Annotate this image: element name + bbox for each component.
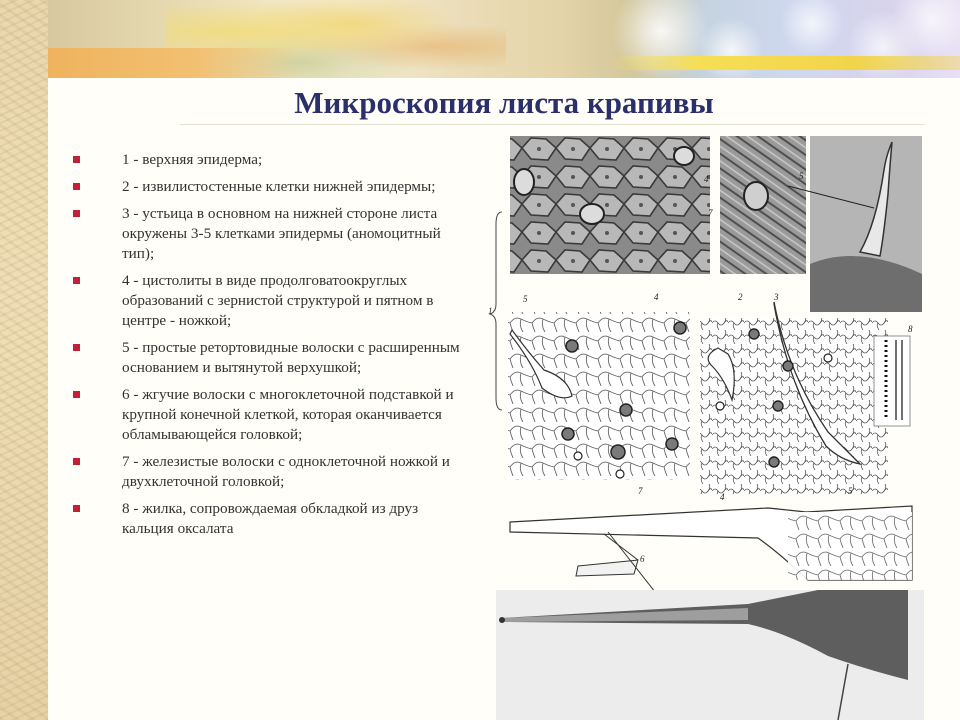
bullet-square-icon	[73, 210, 80, 217]
bullet-text: 3 - устьица в основном на нижней стороне листа окружены 3-5 клетками эпидермы (аномоцитный тип);	[122, 205, 441, 262]
label-8: 8	[908, 324, 913, 334]
bullet-square-icon	[73, 391, 80, 398]
micrograph-svg	[488, 134, 924, 720]
bullet-item	[70, 338, 460, 378]
banner-orange-bar	[48, 48, 298, 78]
bullet-item	[70, 452, 460, 492]
hair-fragment-shape	[576, 560, 638, 576]
label-2: 2	[738, 292, 743, 302]
bullet-item	[70, 385, 460, 445]
label-5: 5	[523, 294, 528, 304]
left-texture-strip	[0, 0, 48, 720]
bullet-square-icon	[73, 156, 80, 163]
bullet-item	[70, 150, 460, 170]
bullet-text: 5 - простые ретортовидные волоски с расширенным основанием и вытянутой верхушкой;	[122, 339, 460, 376]
bullet-item	[70, 271, 460, 331]
glandular-hair-shape	[744, 182, 768, 210]
banner-yellow-band	[608, 56, 960, 70]
upper-epidermis-drawing	[508, 312, 690, 480]
bullet-list	[70, 150, 460, 546]
bullet-text: 1 - верхняя эпидерма;	[122, 151, 263, 168]
nettle-leaf-micrograph	[488, 134, 924, 720]
bullet-item	[70, 499, 460, 539]
lower-epidermis-drawing	[700, 318, 888, 494]
label-4: 4	[654, 292, 659, 302]
bullet-square-icon	[73, 183, 80, 190]
label-7: 7	[708, 208, 713, 218]
label-4: 4	[704, 174, 709, 184]
label-7: 7	[638, 486, 643, 496]
bullet-text: 2 - извилистостенные клетки нижней эпидермы;	[122, 178, 436, 195]
bullet-text: 8 - жилка, сопровождаемая обкладкой из друз кальция оксалата	[122, 500, 419, 537]
label-6: 6	[640, 554, 645, 564]
bullet-item	[70, 204, 460, 264]
title-divider	[180, 124, 925, 125]
label-1: 1	[488, 306, 493, 316]
bullet-text: 4 - цистолиты в виде продолговатоокруглых образований с зернистой структурой и пятном в центре - ножкой;	[122, 272, 434, 329]
bullet-square-icon	[73, 458, 80, 465]
bullet-square-icon	[73, 505, 80, 512]
label-3: 3	[774, 292, 779, 302]
cystolith-shape	[674, 147, 694, 165]
label-5: 5	[848, 486, 853, 496]
label-5: 5	[799, 171, 804, 181]
cystolith-shape	[580, 204, 604, 224]
header-banner	[48, 0, 960, 78]
label-4: 4	[720, 492, 725, 502]
slide-title: Микроскопия листа крапивы	[294, 85, 714, 120]
bullet-item	[70, 177, 460, 197]
cystolith-shape	[514, 169, 534, 195]
bullet-square-icon	[73, 344, 80, 351]
bullet-text: 6 - жгучие волоски с многоклеточной подставкой и крупной конечной клеткой, которая оканчивается обламывающейся головкой;	[122, 386, 454, 443]
vein-drawing	[874, 336, 910, 426]
hair-base-cells	[788, 512, 912, 580]
bullet-text: 7 - железистые волоски с одноклеточной ножкой и двухклеточной головкой;	[122, 453, 450, 490]
bullet-square-icon	[73, 277, 80, 284]
pointer-line	[604, 534, 638, 560]
